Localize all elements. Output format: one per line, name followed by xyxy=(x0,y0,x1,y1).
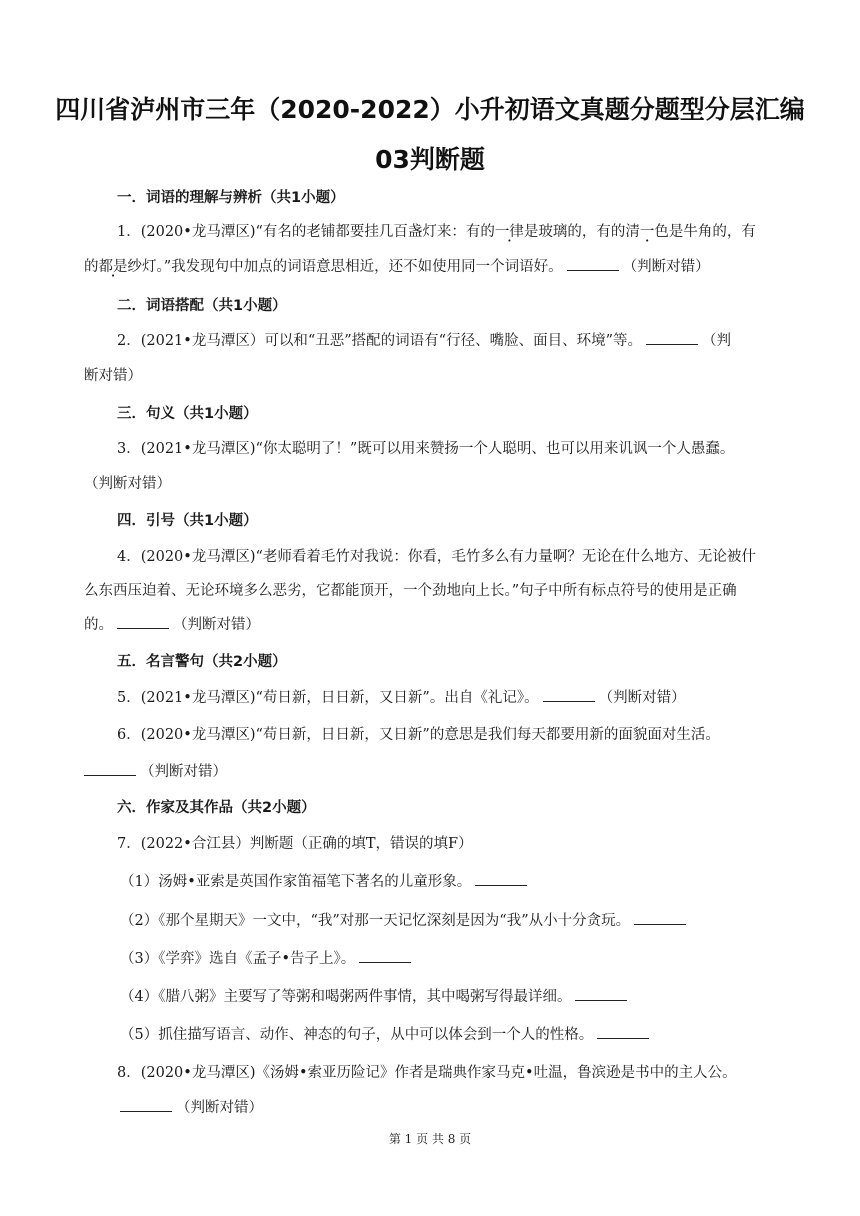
answer-blank[interactable] xyxy=(567,258,619,271)
question-text: 是牛角的，有 xyxy=(668,224,756,240)
question-text: （2）《那个星期天》一文中，“我”对那一天记忆深刻是因为“我”从小十分贪玩。 xyxy=(120,913,631,929)
answer-blank[interactable] xyxy=(120,1099,172,1112)
question-text: （1）汤姆•亚索是英国作家笛福笔下著名的儿童形象。 xyxy=(120,874,472,890)
answer-blank[interactable] xyxy=(646,332,698,345)
question-1-line-2 xyxy=(84,255,784,276)
answer-blank[interactable] xyxy=(117,616,169,629)
emphasized-word: 都是 xyxy=(98,259,128,275)
answer-blank[interactable] xyxy=(575,988,627,1001)
question-7-stem: 7．(2022•合江县）判断题（正确的填T，错误的填F） xyxy=(117,836,473,852)
answer-blank[interactable] xyxy=(597,1026,649,1039)
question-8-line-1: 8．(2020•龙马潭区)《汤姆•索亚历险记》作者是瑞典作家马克•吐温，鲁滨逊是书中的主人公。 xyxy=(117,1065,737,1081)
question-2-line-1 xyxy=(117,329,817,350)
emphasized-word: 清一色 xyxy=(625,224,669,240)
question-text: 是玻璃的，有的 xyxy=(523,224,626,240)
section-heading: 三．句义（共1小题） xyxy=(117,406,258,422)
question-7-item xyxy=(120,1023,820,1044)
question-7-item xyxy=(120,909,820,930)
question-8-line-2 xyxy=(120,1096,820,1117)
answer-blank[interactable] xyxy=(634,912,686,925)
question-2-line-2: 断对错） xyxy=(84,368,142,384)
question-text: 的 xyxy=(84,259,99,275)
question-text: （5）抓住描写语言、动作、神态的句子，从中可以体会到一个人的性格。 xyxy=(120,1027,594,1043)
judge-label: （判断对错） xyxy=(173,617,260,633)
question-text: 1．(2020•龙马潭区)“有名的老铺都要挂几百盏灯来：有的 xyxy=(117,224,495,240)
question-3-line-2: （判断对错） xyxy=(84,476,171,492)
judge-label: （判断对错） xyxy=(598,690,686,706)
question-text: （3）《学弈》选自《孟子•告子上》。 xyxy=(120,951,356,967)
answer-blank[interactable] xyxy=(543,689,595,702)
answer-blank[interactable] xyxy=(359,950,411,963)
judge-label: （判断对错） xyxy=(176,1100,263,1116)
question-1-line-1 xyxy=(117,220,817,241)
judge-label: （判断对错） xyxy=(622,259,710,275)
question-5-line xyxy=(117,686,817,707)
judge-label: （判 xyxy=(702,333,731,349)
question-text: 5．(2021•龙马潭区)“苟日新，日日新，又日新”。出自《礼记》。 xyxy=(117,690,539,706)
section-heading: 一．词语的理解与辨析（共1小题） xyxy=(117,190,345,206)
question-text: 2．(2021•龙马潭区）可以和“丑恶”搭配的词语有“行径、嘴脸、面目、环境”等。 xyxy=(117,333,642,349)
answer-blank[interactable] xyxy=(84,763,136,776)
question-4-line-3 xyxy=(84,613,784,634)
question-text: （4）《腊八粥》主要写了等粥和喝粥两件事情，其中喝粥写得最详细。 xyxy=(120,989,572,1005)
section-heading: 五．名言警句（共2小题） xyxy=(117,654,287,670)
question-6-line-1: 6．(2020•龙马潭区)“苟日新，日日新，又日新”的意思是我们每天都要用新的面貌面对生活。 xyxy=(117,727,720,743)
page-footer: 第 1 页 共 8 页 xyxy=(388,1132,472,1146)
question-text: 纱灯。”我发现句中加点的词语意思相近，还不如使用同一个词语好。 xyxy=(127,259,563,275)
question-3-line-1: 3．(2021•龙马潭区)“你太聪明了！”既可以用来赞扬一个人聪明、也可以用来讥讽一个人愚蠢。 xyxy=(117,441,735,457)
question-4-line-2: 么东西压迫着、无论环境多么恶劣，它都能顶开，一个劲地向上长。”句子中所有标点符号的使用是正确 xyxy=(84,583,737,599)
question-6-line-2 xyxy=(84,760,784,781)
question-7-item xyxy=(120,870,820,891)
question-7-item xyxy=(120,985,820,1006)
section-heading: 二．词语搭配（共1小题） xyxy=(117,298,287,314)
answer-blank[interactable] xyxy=(475,873,527,886)
judge-label: （判断对错） xyxy=(140,764,227,780)
document-title: 四川省泸州市三年（2020-2022）小升初语文真题分题型分层汇编 xyxy=(55,95,805,124)
question-7-item xyxy=(120,947,820,968)
emphasized-word: 一律 xyxy=(494,224,524,240)
question-4-line-1: 4．(2020•龙马潭区)“老师看着毛竹对我说：你看，毛竹多么有力量啊？无论在什么地方、无论被什 xyxy=(117,549,756,565)
section-heading: 六．作家及其作品（共2小题） xyxy=(117,800,316,816)
question-text: 的。 xyxy=(84,617,113,633)
document-subtitle: 03判断题 xyxy=(375,145,485,174)
section-heading: 四．引号（共1小题） xyxy=(117,513,258,529)
